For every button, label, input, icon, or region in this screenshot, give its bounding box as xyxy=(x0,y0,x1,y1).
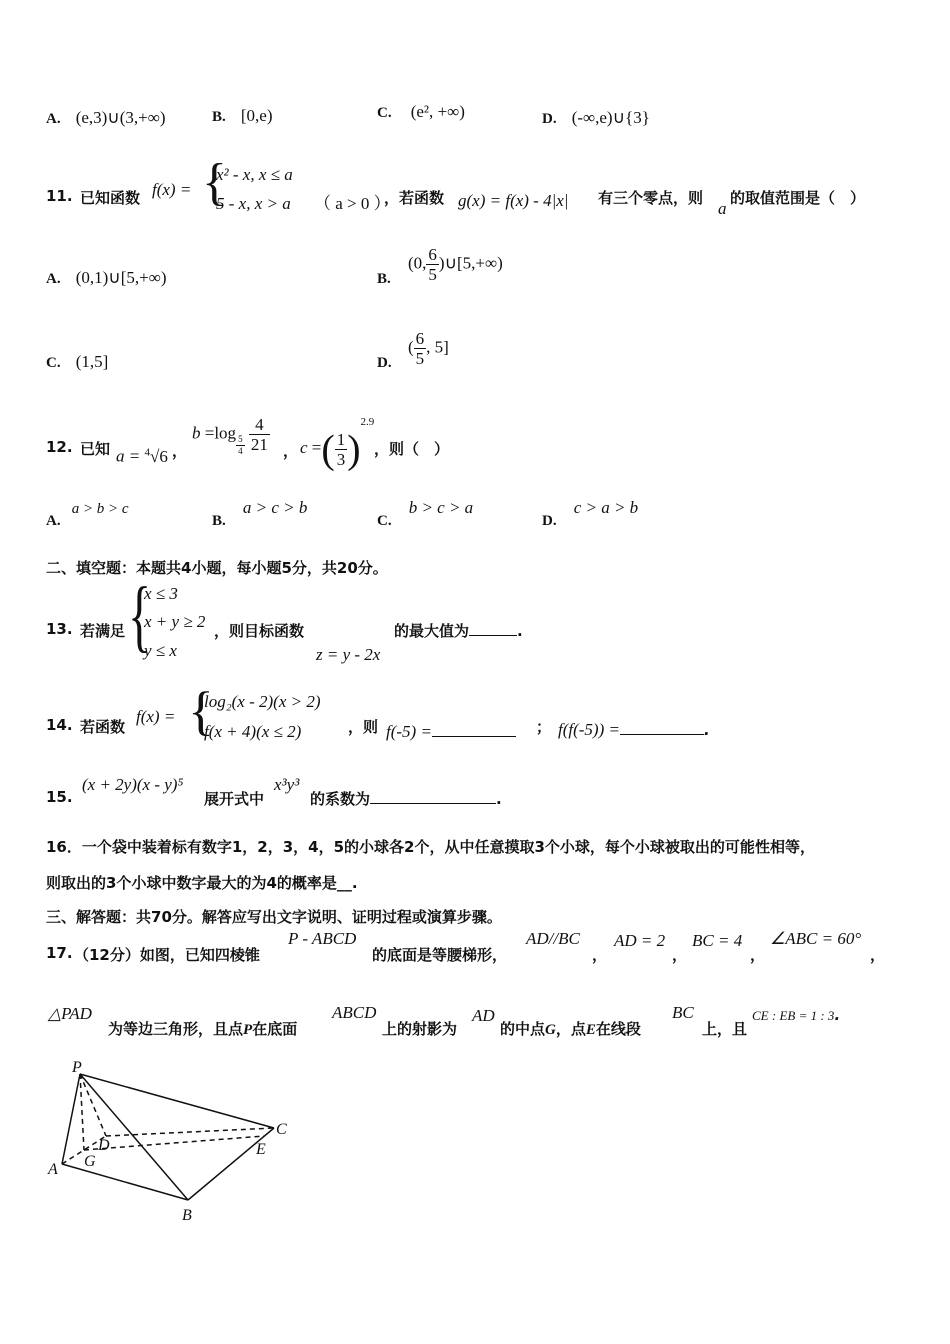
q13-stem-text: 的最大值为 xyxy=(394,622,470,640)
q11-stem: 有三个零点，则 xyxy=(598,189,704,207)
label-g: G xyxy=(84,1153,96,1170)
q14-stem: ，则 xyxy=(348,718,379,736)
q11-option-c xyxy=(46,352,108,372)
q17-comma: ， xyxy=(750,946,766,964)
q17-pyramid: P - ABCD xyxy=(288,929,357,948)
option-text: a > b > c xyxy=(71,501,129,517)
fraction-6-5: $\frac{6}{5}$ xyxy=(415,329,425,368)
q14-end: . xyxy=(703,721,710,739)
q14-stem: 若函数 xyxy=(80,718,126,736)
q16-line-1: 16．一个袋中装着标有数字1，2，3，4，5的小球各2个，从中任意摸取3个小球，每个小球被取出的可能性相等， xyxy=(46,838,815,856)
label-p: P xyxy=(72,1060,82,1076)
q17-comma: ， xyxy=(592,946,608,964)
q17-number: 17. xyxy=(46,944,73,962)
q10-option-d xyxy=(542,108,650,128)
edge-pg xyxy=(80,1074,84,1150)
q12-c-expr: c =( $\frac{1}{3}$ )$^{2.9}$ xyxy=(300,416,375,472)
q17-end: . xyxy=(834,1006,841,1024)
q13-constraint-1: x ≤ 3 xyxy=(144,584,178,603)
q13-stem: ，则目标函数 xyxy=(214,622,305,640)
q11-case2: 5 - x, x > a xyxy=(216,194,291,213)
q17-stem: 的底面是等腰梯形， xyxy=(372,946,508,964)
answer-blank[interactable] xyxy=(370,803,496,804)
q11-var: a xyxy=(718,199,727,218)
option-text: (e², +∞) xyxy=(410,102,465,121)
q14-case1: log₂(x - 2)(x > 2) xyxy=(204,692,321,711)
option-label: D. xyxy=(542,513,557,529)
point-e: E xyxy=(585,1022,596,1038)
q10-option-a xyxy=(46,108,166,128)
q11-brace: { xyxy=(202,154,227,211)
answer-blank[interactable] xyxy=(469,635,517,636)
q12-option-a xyxy=(46,498,129,529)
q12-stem: 已知 xyxy=(80,440,111,458)
q17-ratio-text: CE : EB = 1 : 3 xyxy=(752,1008,835,1023)
q13-end: . xyxy=(517,622,523,640)
q17-line-2b xyxy=(500,1018,641,1039)
q11-case1: x² - x, x ≤ a xyxy=(216,165,293,184)
q14-expr-2-text: f(f(-5)) = xyxy=(558,720,620,739)
q17-bc-length: BC = 4 xyxy=(692,931,743,950)
fraction-6-5: $\frac{6}{5}$ xyxy=(428,245,437,284)
option-text: a > c > b xyxy=(242,498,308,517)
q17-base: ABCD xyxy=(332,1003,377,1022)
fraction-4-21: $\frac{4}{21}$ xyxy=(250,415,268,454)
option-label: C. xyxy=(46,355,61,371)
option-label: B. xyxy=(212,513,226,529)
point-p: P xyxy=(243,1022,253,1038)
option-label: A. xyxy=(46,111,61,127)
option-text: (e,3)∪(3,+∞) xyxy=(75,108,166,127)
q11-option-b xyxy=(377,268,391,288)
option-label: D. xyxy=(542,111,557,127)
q12-a-expr: a = $^4$√6 xyxy=(116,446,168,466)
q13-objective: z = y - 2x xyxy=(316,645,381,664)
q14-fx: f(x) = xyxy=(136,707,176,726)
q17-text: 上，且 xyxy=(702,1020,748,1038)
q17-comma: ， xyxy=(870,946,886,964)
q17-text: 上的射影为 xyxy=(382,1020,458,1038)
option-label: B. xyxy=(377,271,391,287)
q15-end: . xyxy=(496,790,502,808)
option-label: C. xyxy=(377,105,392,121)
option-label: A. xyxy=(46,271,61,287)
option-text: b > c > a xyxy=(408,498,474,517)
q17-angle: ∠ABC = 60° xyxy=(770,929,862,948)
pyramid-figure xyxy=(40,1060,310,1230)
q12-stem: ，则（ ） xyxy=(374,440,450,458)
option-label: B. xyxy=(212,109,226,125)
q15-stem xyxy=(310,788,502,809)
answer-blank[interactable] xyxy=(432,736,516,737)
q10-option-c xyxy=(377,102,465,122)
option-label: A. xyxy=(46,513,61,529)
edge-pb xyxy=(80,1074,188,1200)
q11-condition: （ a > 0 ） xyxy=(314,194,391,213)
q12-comma: ， xyxy=(283,442,299,460)
edge-ab xyxy=(62,1164,188,1200)
q10-option-b xyxy=(212,106,272,126)
q11-option-a xyxy=(46,268,166,288)
q15-expr: (x + 2y)(x - y)⁵ xyxy=(82,775,184,794)
q14-expr-1 xyxy=(386,722,516,742)
q15-number: 15. xyxy=(46,788,73,806)
q11-option-d-math: ( $\frac{6}{5}$ , 5] xyxy=(408,329,449,368)
point-g: G xyxy=(545,1022,556,1038)
q14-brace: { xyxy=(188,681,214,741)
q13-constraint-3: y ≤ x xyxy=(144,641,177,660)
q17-bc: BC xyxy=(672,1003,694,1022)
q13-number: 13. xyxy=(46,620,73,638)
q14-expr-1-text: f(-5) = xyxy=(386,722,432,741)
q13-stem xyxy=(394,620,523,641)
q15-stem: 展开式中 xyxy=(204,790,265,808)
q12-b-expr: b =log $_{\frac{5}{4}}$ $\frac{4}{21}$ xyxy=(192,415,268,457)
q11-stem: 的取值范围是（ ） xyxy=(730,189,866,207)
answer-blank[interactable] xyxy=(620,734,704,735)
q11-gx: g(x) = f(x) - 4|x| xyxy=(458,191,569,210)
q11-stem: 已知函数 xyxy=(80,189,141,207)
q12-option-c xyxy=(377,498,474,529)
option-text: c > a > b xyxy=(573,498,639,517)
edge-pc xyxy=(80,1074,274,1128)
q17-triangle: △PAD xyxy=(48,1004,92,1023)
q12-option-b xyxy=(212,498,308,529)
q17-text: 为等边三角形，且点 xyxy=(108,1020,244,1038)
option-text: [0,e) xyxy=(240,106,273,125)
edge-pa xyxy=(62,1074,80,1164)
q16-line-2: 则取出的3个小球中数字最大的为4的概率是__. xyxy=(46,874,358,892)
q12-comma: ， xyxy=(172,442,188,460)
q17-ratio xyxy=(752,1006,840,1024)
q17-text: 在线段 xyxy=(595,1020,641,1038)
section-heading-fill-in: 二、填空题：本题共4小题，每小题5分，共20分。 xyxy=(46,559,388,577)
label-e: E xyxy=(256,1141,266,1158)
q13-brace: { xyxy=(128,572,152,660)
option-label: C. xyxy=(377,513,392,529)
label-a: A xyxy=(48,1161,58,1178)
q15-stem-text: 的系数为 xyxy=(310,790,371,808)
q15-term: x³y³ xyxy=(274,775,300,794)
q17-text: ，点 xyxy=(555,1020,586,1038)
q17-parallel: AD//BC xyxy=(526,929,580,948)
q12-number: 12. xyxy=(46,438,73,456)
q17-ad-length: AD = 2 xyxy=(614,931,666,950)
q11-fx: f(x) = xyxy=(152,180,192,199)
option-text: (1,5] xyxy=(75,352,109,371)
q14-expr-2 xyxy=(558,720,710,740)
q14-number: 14. xyxy=(46,716,73,734)
q13-constraint-2: x + y ≥ 2 xyxy=(144,612,206,631)
label-c: C xyxy=(276,1121,287,1138)
q11-option-b-math: (0, $\frac{6}{5}$ )∪[5,+∞) xyxy=(408,245,503,284)
q14-case2: f(x + 4)(x ≤ 2) xyxy=(204,722,302,741)
edge-pd xyxy=(80,1074,106,1136)
q17-ad: AD xyxy=(472,1006,495,1025)
option-text: (-∞,e)∪{3} xyxy=(571,108,650,127)
q17-stem: （12分）如图，已知四棱锥 xyxy=(74,946,260,964)
q14-separator: ； xyxy=(536,718,552,736)
q17-line-2 xyxy=(108,1018,297,1039)
q11-stem: ，若函数 xyxy=(384,189,445,207)
option-text: (0,1)∪[5,+∞) xyxy=(75,268,167,287)
q17-text: 在底面 xyxy=(252,1020,298,1038)
section-heading-solve: 三、解答题：共70分。解答应写出文字说明、证明过程或演算步骤。 xyxy=(46,908,502,926)
label-d: D xyxy=(98,1137,110,1154)
q12-option-d xyxy=(542,498,639,529)
option-label: D. xyxy=(377,355,392,371)
q17-text: 的中点 xyxy=(500,1020,546,1038)
q17-comma: ， xyxy=(672,946,688,964)
fraction-1-3: $\frac{1}{3}$ xyxy=(336,429,346,469)
q11-option-d xyxy=(377,352,392,372)
q13-stem: 若满足 xyxy=(80,622,126,640)
q11-number: 11. xyxy=(46,187,73,205)
label-b: B xyxy=(182,1207,192,1224)
edge-ge xyxy=(84,1136,264,1150)
